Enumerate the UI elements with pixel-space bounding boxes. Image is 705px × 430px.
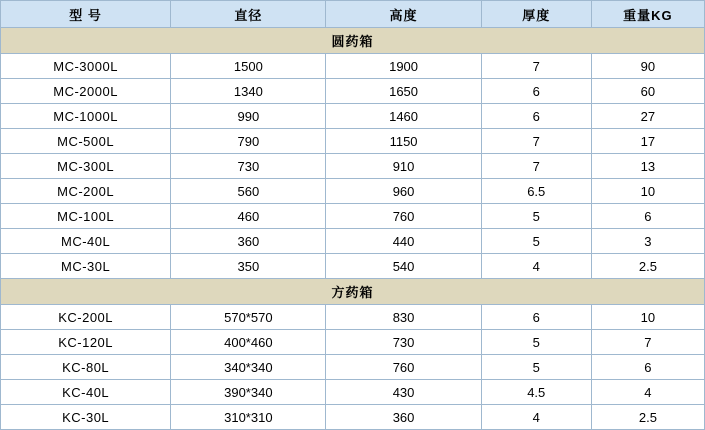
cell-diameter: 460 [171,204,326,229]
cell-diameter: 360 [171,229,326,254]
cell-diameter: 1500 [171,54,326,79]
table-row [1,229,705,254]
group-header-round [1,28,705,54]
column-header-thickness: 厚度 [481,1,591,28]
cell-thickness: 7 [481,54,591,79]
cell-height: 540 [326,254,481,279]
cell-model: KC-200L [1,305,171,330]
cell-weight: 17 [591,129,704,154]
cell-model: KC-120L [1,330,171,355]
group-label: 方药箱 [1,279,705,305]
cell-thickness: 6 [481,79,591,104]
cell-thickness: 4 [481,405,591,430]
cell-weight: 13 [591,154,704,179]
cell-thickness: 5 [481,229,591,254]
cell-height: 910 [326,154,481,179]
cell-thickness: 4.5 [481,380,591,405]
table-body [1,1,705,430]
cell-height: 960 [326,179,481,204]
column-header-model: 型 号 [1,1,171,28]
cell-thickness: 6 [481,305,591,330]
cell-diameter: 1340 [171,79,326,104]
cell-diameter: 310*310 [171,405,326,430]
cell-weight: 6 [591,355,704,380]
cell-diameter: 560 [171,179,326,204]
cell-model: MC-3000L [1,54,171,79]
column-header-height: 高度 [326,1,481,28]
cell-model: MC-2000L [1,79,171,104]
group-label: 圆药箱 [1,28,705,54]
cell-weight: 6 [591,204,704,229]
group-header-square [1,279,705,305]
cell-diameter: 390*340 [171,380,326,405]
table-row [1,79,705,104]
cell-weight: 10 [591,179,704,204]
cell-model: MC-300L [1,154,171,179]
table-row [1,355,705,380]
cell-weight: 7 [591,330,704,355]
cell-thickness: 6.5 [481,179,591,204]
cell-weight: 2.5 [591,254,704,279]
cell-height: 440 [326,229,481,254]
cell-model: MC-100L [1,204,171,229]
cell-diameter: 400*460 [171,330,326,355]
table-row [1,154,705,179]
cell-height: 1650 [326,79,481,104]
cell-height: 760 [326,204,481,229]
table-row [1,305,705,330]
cell-weight: 60 [591,79,704,104]
cell-model: MC-30L [1,254,171,279]
cell-weight: 2.5 [591,405,704,430]
cell-diameter: 790 [171,129,326,154]
cell-weight: 4 [591,380,704,405]
cell-height: 1900 [326,54,481,79]
table-row [1,254,705,279]
cell-model: MC-40L [1,229,171,254]
cell-model: MC-1000L [1,104,171,129]
table-row [1,405,705,430]
cell-height: 360 [326,405,481,430]
cell-height: 430 [326,380,481,405]
cell-height: 1460 [326,104,481,129]
cell-diameter: 350 [171,254,326,279]
cell-diameter: 570*570 [171,305,326,330]
table-row [1,330,705,355]
cell-height: 760 [326,355,481,380]
cell-thickness: 7 [481,129,591,154]
cell-weight: 3 [591,229,704,254]
cell-diameter: 990 [171,104,326,129]
cell-model: KC-40L [1,380,171,405]
cell-model: MC-200L [1,179,171,204]
table-header-row [1,1,705,28]
cell-model: KC-80L [1,355,171,380]
cell-weight: 90 [591,54,704,79]
table-row [1,204,705,229]
cell-height: 1150 [326,129,481,154]
cell-thickness: 6 [481,104,591,129]
cell-model: KC-30L [1,405,171,430]
table-row [1,54,705,79]
column-header-weight: 重量KG [591,1,704,28]
cell-diameter: 730 [171,154,326,179]
cell-weight: 10 [591,305,704,330]
cell-model: MC-500L [1,129,171,154]
cell-thickness: 4 [481,254,591,279]
cell-thickness: 5 [481,355,591,380]
cell-weight: 27 [591,104,704,129]
cell-thickness: 5 [481,330,591,355]
cell-thickness: 5 [481,204,591,229]
cell-height: 830 [326,305,481,330]
cell-diameter: 340*340 [171,355,326,380]
table-row [1,380,705,405]
table-row [1,179,705,204]
column-header-diameter: 直径 [171,1,326,28]
table-row [1,104,705,129]
cell-thickness: 7 [481,154,591,179]
table-row [1,129,705,154]
cell-height: 730 [326,330,481,355]
